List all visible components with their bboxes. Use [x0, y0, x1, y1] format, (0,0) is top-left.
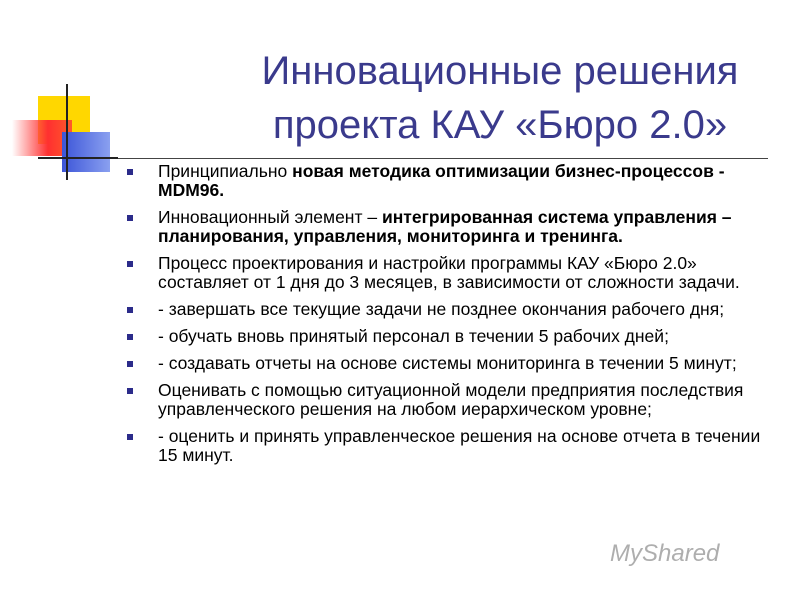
bullet-bold-text: интегрированная система управления – планирования, управления, мониторинга и тренинга. — [158, 207, 732, 246]
square-bullet-icon — [127, 261, 133, 267]
square-bullet-icon — [127, 307, 133, 313]
bullet-text: Оценивать с помощью ситуационной модели предприятия последствия управленческого решения на любом иерархическом уровне; — [158, 380, 744, 419]
bullet-item — [126, 254, 766, 292]
square-bullet-icon — [127, 361, 133, 367]
logo-blue-square — [62, 132, 110, 172]
logo-horizontal-line — [38, 157, 118, 159]
bullet-item — [126, 354, 766, 373]
bullet-item — [126, 381, 766, 419]
bullet-text: Инновационный элемент – — [158, 207, 382, 227]
title-divider — [118, 158, 768, 159]
title-line-2: проекта КАУ «Бюро 2.0» — [272, 103, 728, 147]
title-line-1: Инновационные решения — [261, 49, 739, 93]
bullet-item — [126, 300, 766, 319]
square-bullet-icon — [127, 434, 133, 440]
bullet-text: Принципиально — [158, 161, 293, 181]
bullet-item — [126, 427, 766, 465]
bullet-bold-text: новая методика оптимизации бизнес-процессов - MDM96. — [158, 161, 725, 200]
bullet-list — [126, 162, 766, 473]
logo-vertical-line — [66, 84, 68, 180]
square-bullet-icon — [127, 169, 133, 175]
bullet-item — [126, 208, 766, 246]
bullet-text: - оценить и принять управленческое решения на основе отчета в течении 15 минут. — [158, 426, 761, 465]
slide-title — [210, 44, 790, 152]
bullet-text: - завершать все текущие задачи не позднее окончания рабочего дня; — [158, 299, 725, 319]
bullet-item — [126, 162, 766, 200]
bullet-text: Процесс проектирования и настройки программы КАУ «Бюро 2.0» составляет от 1 дня до 3 месяцев, в зависимости от сложности задачи. — [158, 253, 740, 292]
bullet-item — [126, 327, 766, 346]
bullet-text: - обучать вновь принятый персонал в течении 5 рабочих дней; — [158, 326, 669, 346]
square-bullet-icon — [127, 334, 133, 340]
square-bullet-icon — [127, 215, 133, 221]
square-bullet-icon — [127, 388, 133, 394]
watermark: MyShared — [610, 540, 720, 567]
bullet-text: - создавать отчеты на основе системы мониторинга в течении 5 минут; — [158, 353, 737, 373]
